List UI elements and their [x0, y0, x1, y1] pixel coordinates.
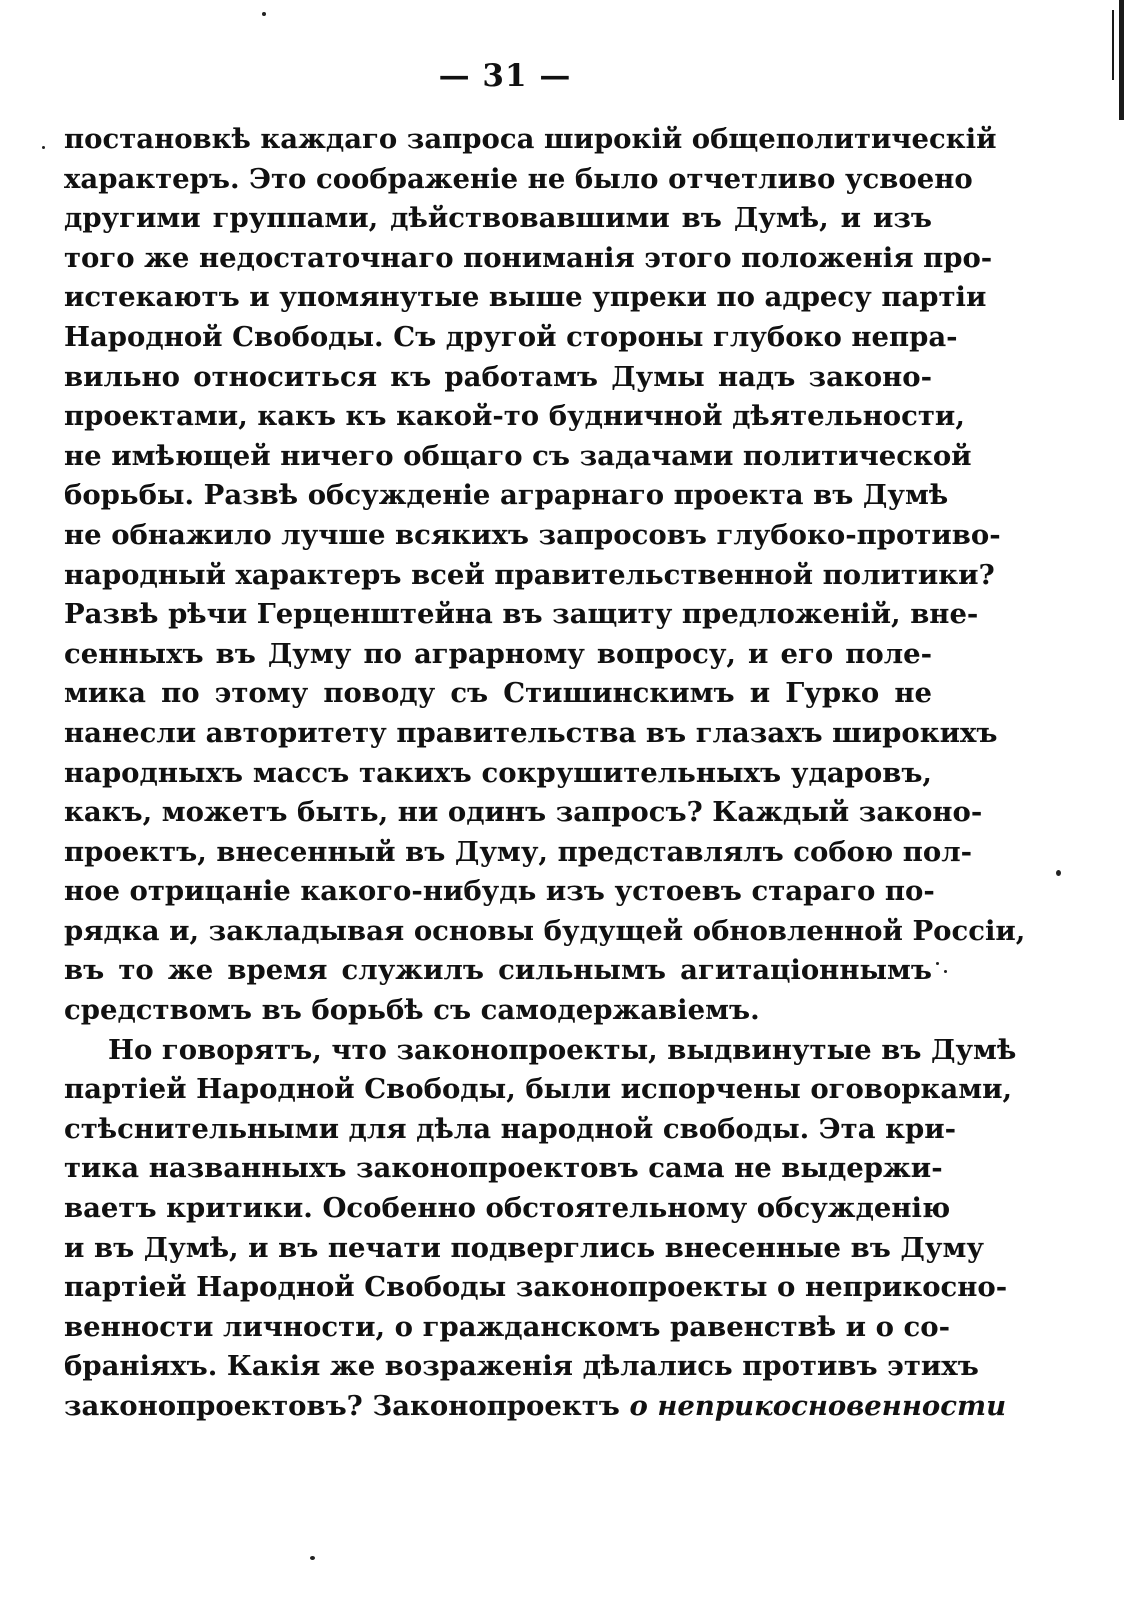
text-line: проектами, какъ къ какой-то будничной дѣятельности,: [64, 400, 965, 433]
text-line: рядка и, закладывая основы будущей обновленной Россіи,: [64, 914, 1026, 947]
text-line: народныхъ массъ такихъ сокрушительныхъ ударовъ,: [64, 756, 932, 789]
text-line: тика названныхъ законопроектовъ сама не выдержи-: [64, 1152, 943, 1185]
text-line: Но говорятъ, что законопроекты, выдвинутые въ Думѣ: [108, 1033, 1017, 1066]
text-line: какъ, можетъ быть, ни одинъ запросъ? Каждый законо-: [64, 796, 983, 829]
scan-speck: [310, 1556, 315, 1560]
text-line: ваетъ критики. Особенно обстоятельному обсужденію: [64, 1192, 951, 1225]
text-line: борьбы. Развѣ обсужденіе аграрнаго проекта въ Думѣ: [64, 479, 949, 512]
scan-speck: [262, 12, 266, 16]
text-line: нанесли авторитету правительства въ глазахъ широкихъ: [64, 716, 998, 749]
text-line: въ то же время служилъ сильнымъ агитаціоннымъ: [64, 954, 932, 987]
paragraph-1: [64, 120, 1026, 1031]
text-line: постановкѣ каждаго запроса широкій общеполитическій: [64, 123, 997, 155]
text-line: того же недостаточнаго пониманія этого положенія про-: [64, 241, 993, 274]
text-line: мика по этому поводу съ Стишинскимъ и Гурко не: [64, 677, 932, 710]
scan-edge-mark: [1119, 0, 1124, 120]
text-line: не обнажило лучше всякихъ запросовъ глубоко-противо-: [64, 518, 1001, 551]
scan-speck: [936, 962, 939, 965]
text-line: Народной Свободы. Съ другой стороны глубоко непра-: [64, 320, 958, 353]
text-line: вильно относиться къ работамъ Думы надъ законо-: [64, 360, 932, 393]
text-line: проектъ, внесенный въ Думу, представлялъ собою пол-: [64, 835, 973, 868]
text-line: сенныхъ въ Думу по аграрному вопросу, и его поле-: [64, 637, 932, 670]
text-line: партіей Народной Свободы законопроекты о неприкосно-: [64, 1271, 1008, 1304]
text-line: Развѣ рѣчи Герценштейна въ защиту предложеній, вне-: [64, 598, 979, 631]
text-line: браніяхъ. Какія же возраженія дѣлались противъ этихъ: [64, 1350, 979, 1383]
text-line: средствомъ въ борьбѣ съ самодержавіемъ.: [64, 994, 760, 1027]
text-line: стѣснительными для дѣла народной свободы. Эта кри-: [64, 1112, 957, 1145]
text-line: истекаютъ и упомянутые выше упреки по адресу партіи: [64, 281, 987, 314]
scan-edge-mark-thin: [1112, 10, 1114, 80]
text-line-final: [64, 1387, 1007, 1427]
scan-speck: [1056, 870, 1061, 876]
text-line: и въ Думѣ, и въ печати подверглись внесенные въ Думу: [64, 1231, 984, 1264]
text-line: другими группами, дѣйствовавшими въ Думѣ, и изъ: [64, 202, 932, 235]
body-text: [64, 120, 1026, 1427]
scan-speck: [944, 970, 947, 973]
text-line: не имѣющей ничего общаго съ задачами политической: [64, 439, 972, 472]
paragraph-2: [64, 1031, 1017, 1427]
final-line-italic: о неприкосновенности: [629, 1390, 1007, 1422]
scan-speck: [42, 146, 45, 149]
text-line: венности личности, о гражданскомъ равенствѣ и о со-: [64, 1310, 951, 1343]
page-number: — 31 —: [438, 58, 572, 94]
text-line: партіей Народной Свободы, были испорчены оговорками,: [64, 1073, 1013, 1106]
text-line: народный характеръ всей правительственной политики?: [64, 558, 995, 591]
text-line: ное отрицаніе какого-нибудь изъ устоевъ стараго по-: [64, 875, 935, 908]
final-line-text: законопроектовъ? Законопроектъ: [64, 1390, 620, 1422]
text-line: характеръ. Это соображеніе не было отчетливо усвоено: [64, 162, 973, 195]
